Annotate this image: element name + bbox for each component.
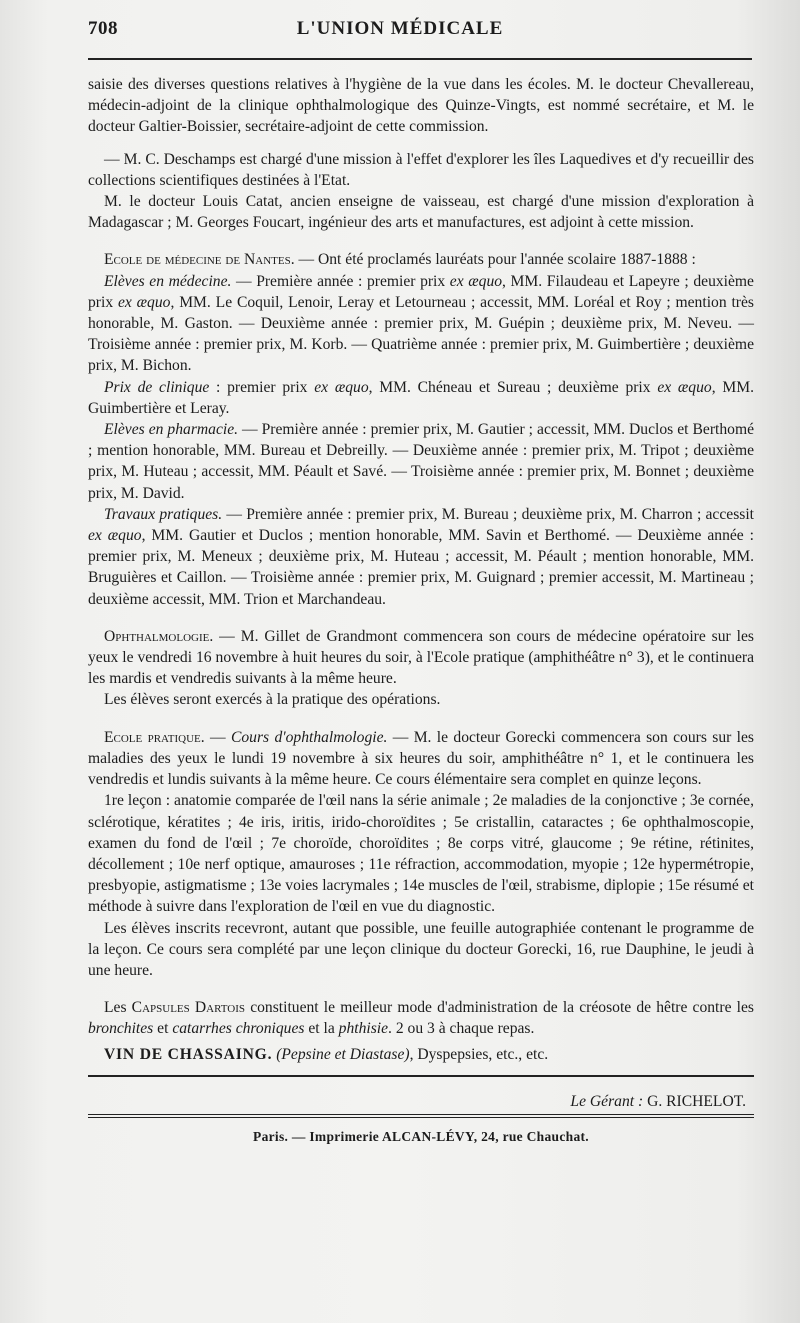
gerant-label: Le Gérant :	[570, 1092, 648, 1110]
section-heading-ophthalmologie: Ophthalmologie.	[104, 627, 214, 645]
nantes-text: — Ont été proclamés lauréats pour l'année scolaire 1887-1888 :	[294, 251, 696, 269]
page-header	[0, 18, 800, 48]
med-text: — Première année : premier prix	[231, 272, 450, 290]
course-title: Cours d'ophthalmologie.	[230, 728, 388, 746]
section-heading-ecole-pratique: Ecole pratique.	[104, 728, 205, 746]
oph-text: — M. Gillet de Grandmont commencera son cours de médecine opératoire sur les yeux le vendredi 16 novembre à huit heures du soir, à l'Ecole pratique (amphithéâtre n° 3), et le continuera les mardis et vendredis suivants à la même heure.	[88, 627, 754, 688]
printer-imprint: Paris. — Imprimerie ALCAN-LÉVY, 24, rue Chauchat.	[253, 1129, 589, 1145]
paragraph-ecole-pratique	[88, 727, 754, 791]
paragraph-travaux	[88, 504, 754, 610]
ad-italic: (Pepsine et Diastase)	[276, 1045, 410, 1063]
tp-text: — Première année : premier prix, M. Bureau ; deuxième prix, M. Charron ; accessit	[222, 505, 754, 523]
header-rule	[88, 58, 752, 60]
paragraph-ophthalmologie	[88, 626, 754, 690]
footer-rule	[88, 1075, 754, 1077]
ep-text: — M. le docteur Gorecki commencera son cours sur les maladies des yeux le lundi 19 novembre à six heures du soir, amphithéâtre n° 1, et le continuera les vendredis et lundis suivants à la même heure. Ce cours élémentaire sera complet en quinze leçons.	[88, 728, 754, 789]
paragraph-medecine	[88, 271, 754, 377]
ad-text: Les	[104, 999, 132, 1017]
pharm-text: — Première année : premier prix, M. Gautier ; accessit, MM. Duclos et Berthomé ; mention honorable, MM. Bureau et Debreilly. — Deuxième année : premier prix, M. Tripot ; deuxième prix, M. Huteau ; accessit, MM. Péault et Savé. — Troisième année : premier prix, M. Bonnet ; deuxième prix, M. David.	[88, 421, 754, 502]
ad-italic: bronchites	[88, 1020, 154, 1038]
advert-capsules	[88, 997, 754, 1039]
ad-text: , Dyspepsies, etc., etc.	[409, 1045, 549, 1063]
clin-text: : premier prix	[209, 378, 315, 396]
ad-text: et la	[304, 1020, 339, 1038]
page-number: 708	[88, 18, 118, 39]
ex-aequo: ex æquo	[117, 293, 171, 311]
paragraph-nantes	[88, 249, 754, 270]
section-heading-nantes: Ecole de médecine de Nantes.	[104, 251, 295, 269]
med-text: , MM. Le Coquil, Lenoir, Leray et Letourneau ; accessit, MM. Loréal et Roy ; mention très honorable, M. Gaston. — Deuxième année : premier prix, M. Guépin ; deuxième prix, M. Neveu. — Troisième année : premier prix, M. Korb. — Quatrième année : premier prix, M. Guimbertière ; deuxième prix, M. Bichon.	[88, 293, 754, 375]
paragraph-clinique	[88, 377, 754, 419]
imprint-rule	[88, 1114, 754, 1116]
gerant-line	[88, 1091, 754, 1112]
imprint-rule	[88, 1117, 754, 1118]
heading-prix-clinique: Prix de clinique	[104, 378, 210, 396]
article-body	[88, 74, 754, 1148]
gerant-name: G. RICHELOT.	[647, 1092, 746, 1110]
paragraph-catat: M. le docteur Louis Catat, ancien enseigne de vaisseau, est chargé d'une mission d'exploration à Madagascar ; M. Georges Foucart, ingénieur des arts et manufactures, est adjoint à cette mission.	[88, 193, 754, 232]
heading-travaux-pratiques: Travaux pratiques.	[104, 505, 223, 523]
ad-text: et	[153, 1020, 173, 1038]
heading-eleves-medecine: Elèves en médecine.	[104, 272, 232, 290]
brand-vin-chassaing: VIN DE CHASSAING.	[104, 1045, 273, 1063]
ad-italic: catarrhes chroniques	[172, 1020, 305, 1038]
ad-text: constituent le meilleur mode d'administration de la créosote de hêtre contre les	[245, 999, 754, 1017]
paragraph-lessons: 1re leçon : anatomie comparée de l'œil nans la série animale ; 2e maladies de la conjonctive ; 3e cornée, sclérotique, kératites ; 4e iris, iritis, irido-choroïdites ; 5e cristallin, cataractes ; 6e ophthalmoscopie, examen du fond de l'œil ; 7e choroïde, choroïdites ; 8e corps vitré, glaucome ; 9e rétine, rétinites, décollement ; 10e nerf optique, amauroses ; 11e réfraction, accommodation, myopie ; 12e hypermétropie, presbyopie, astigmatisme ; 13e voies lacrymales ; 14e muscles de l'œil, strabisme, diplopie ; 15e résumé et méthode à suivre dans l'exploration de l'œil en vue du diagnostic.	[88, 792, 754, 916]
ad-italic: phthisie	[338, 1020, 389, 1038]
ep-dash: —	[204, 728, 231, 746]
paragraph-pharmacie	[88, 419, 754, 504]
tp-text: , MM. Gautier et Duclos ; mention honorable, MM. Savin et Berthomé. — Deuxième année : premier prix, M. Meneux ; deuxième prix, M. Huteau ; accessit, M. Péault ; mention honorable, MM. Bruguières et Caillon. — Troisième année : premier prix, M. Guignard ; premier accessit, M. Martineau ; deuxième accessit, MM. Trion et Marchandeau.	[88, 527, 754, 608]
ex-aequo: ex æquo	[88, 527, 142, 545]
clin-text: , MM. Guimbertière et Leray.	[88, 378, 754, 417]
ex-aequo: ex æquo	[657, 378, 712, 396]
advert-vin	[88, 1044, 754, 1065]
paragraph-inscrits: Les élèves inscrits recevront, autant que possible, une feuille autographiée contenant le programme de la leçon. Ce cours sera complété par une leçon clinique du docteur Gorecki, 16, rue Dauphine, le jeudi à une heure.	[88, 919, 754, 979]
ex-aequo: ex æquo	[449, 272, 503, 290]
ex-aequo: ex æquo	[314, 378, 369, 396]
brand-capsules-dartois: Capsules Dartois	[131, 999, 246, 1017]
ad-text: . 2 ou 3 à chaque repas.	[388, 1020, 535, 1038]
med-text: , MM. Filaudeau et Lapeyre ; deuxième prix	[88, 272, 754, 311]
clin-text: , MM. Chéneau et Sureau ; deuxième prix	[368, 378, 658, 396]
paragraph-hygiene: saisie des diverses questions relatives à l'hygiène de la vue dans les écoles. M. le docteur Chevallereau, médecin-adjoint de la clinique ophthalmologique des Quinze-Vingts, est nommé secrétaire, et M. le docteur Galtier-Boissier, secrétaire-adjoint de cette commission.	[88, 76, 754, 136]
paragraph-deschamps: — M. C. Deschamps est chargé d'une mission à l'effet d'explorer les îles Laquedives et d'y recueillir des collections scientifiques destinées à l'Etat.	[88, 150, 754, 189]
heading-eleves-pharmacie: Elèves en pharmacie.	[104, 421, 239, 439]
paragraph-exercices: Les élèves seront exercés à la pratique des opérations.	[104, 691, 441, 709]
running-title: L'UNION MÉDICALE	[296, 18, 504, 39]
